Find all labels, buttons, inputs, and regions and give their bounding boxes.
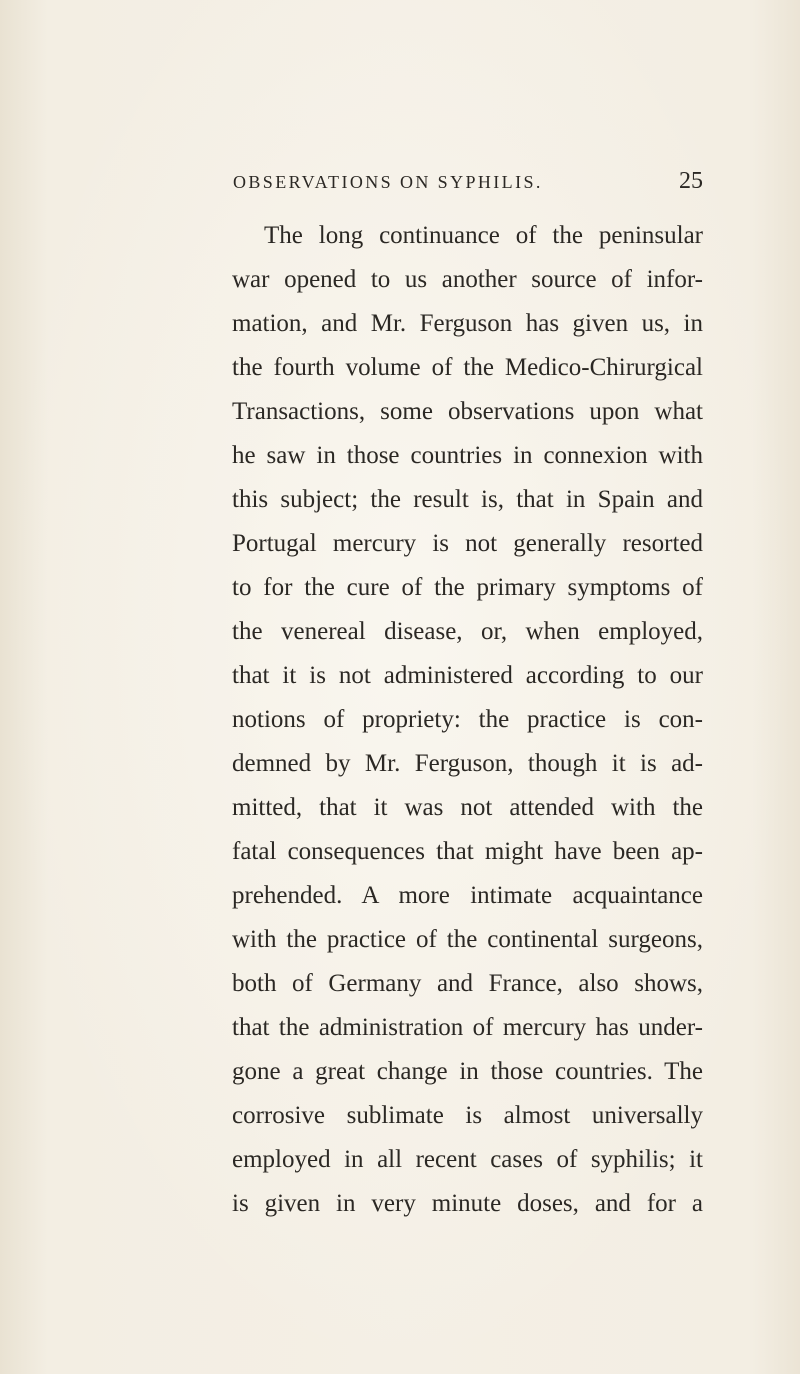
text-line: Portugal mercury is not generally resorted	[232, 530, 703, 557]
text-line: this subject; the result is, that in Spain and	[232, 486, 703, 513]
text-line: the fourth volume of the Medico-Chirurgical	[232, 354, 703, 381]
text-line: employed in all recent cases of syphilis; it	[232, 1146, 703, 1173]
page-number: 25	[679, 168, 703, 194]
text-line: notions of propriety: the practice is con-	[232, 706, 703, 733]
text-line: war opened to us another source of infor-	[232, 266, 703, 293]
running-head	[233, 168, 703, 200]
text-line: that it is not administered according to our	[232, 662, 703, 689]
running-title: OBSERVATIONS ON SYPHILIS.	[233, 172, 543, 192]
text-line: that the administration of mercury has under-	[232, 1014, 703, 1041]
text-line: prehended. A more intimate acquaintance	[232, 882, 703, 909]
text-line: Transactions, some observations upon what	[232, 398, 703, 425]
text-line: The long continuance of the peninsular	[264, 222, 703, 249]
text-line: with the practice of the continental surgeons,	[232, 926, 703, 953]
text-line: the venereal disease, or, when employed,	[232, 618, 703, 645]
text-line: is given in very minute doses, and for a	[232, 1190, 703, 1217]
text-line: demned by Mr. Ferguson, though it is ad-	[232, 750, 703, 777]
text-line: he saw in those countries in connexion with	[232, 442, 703, 469]
text-line: corrosive sublimate is almost universally	[232, 1102, 703, 1129]
text-line: to for the cure of the primary symptoms of	[232, 574, 703, 601]
text-line: mitted, that it was not attended with the	[232, 794, 703, 821]
text-line: gone a great change in those countries. The	[232, 1058, 703, 1085]
text-line: both of Germany and France, also shows,	[232, 970, 703, 997]
text-line: mation, and Mr. Ferguson has given us, in	[232, 310, 703, 337]
text-line: fatal consequences that might have been ap-	[232, 838, 703, 865]
